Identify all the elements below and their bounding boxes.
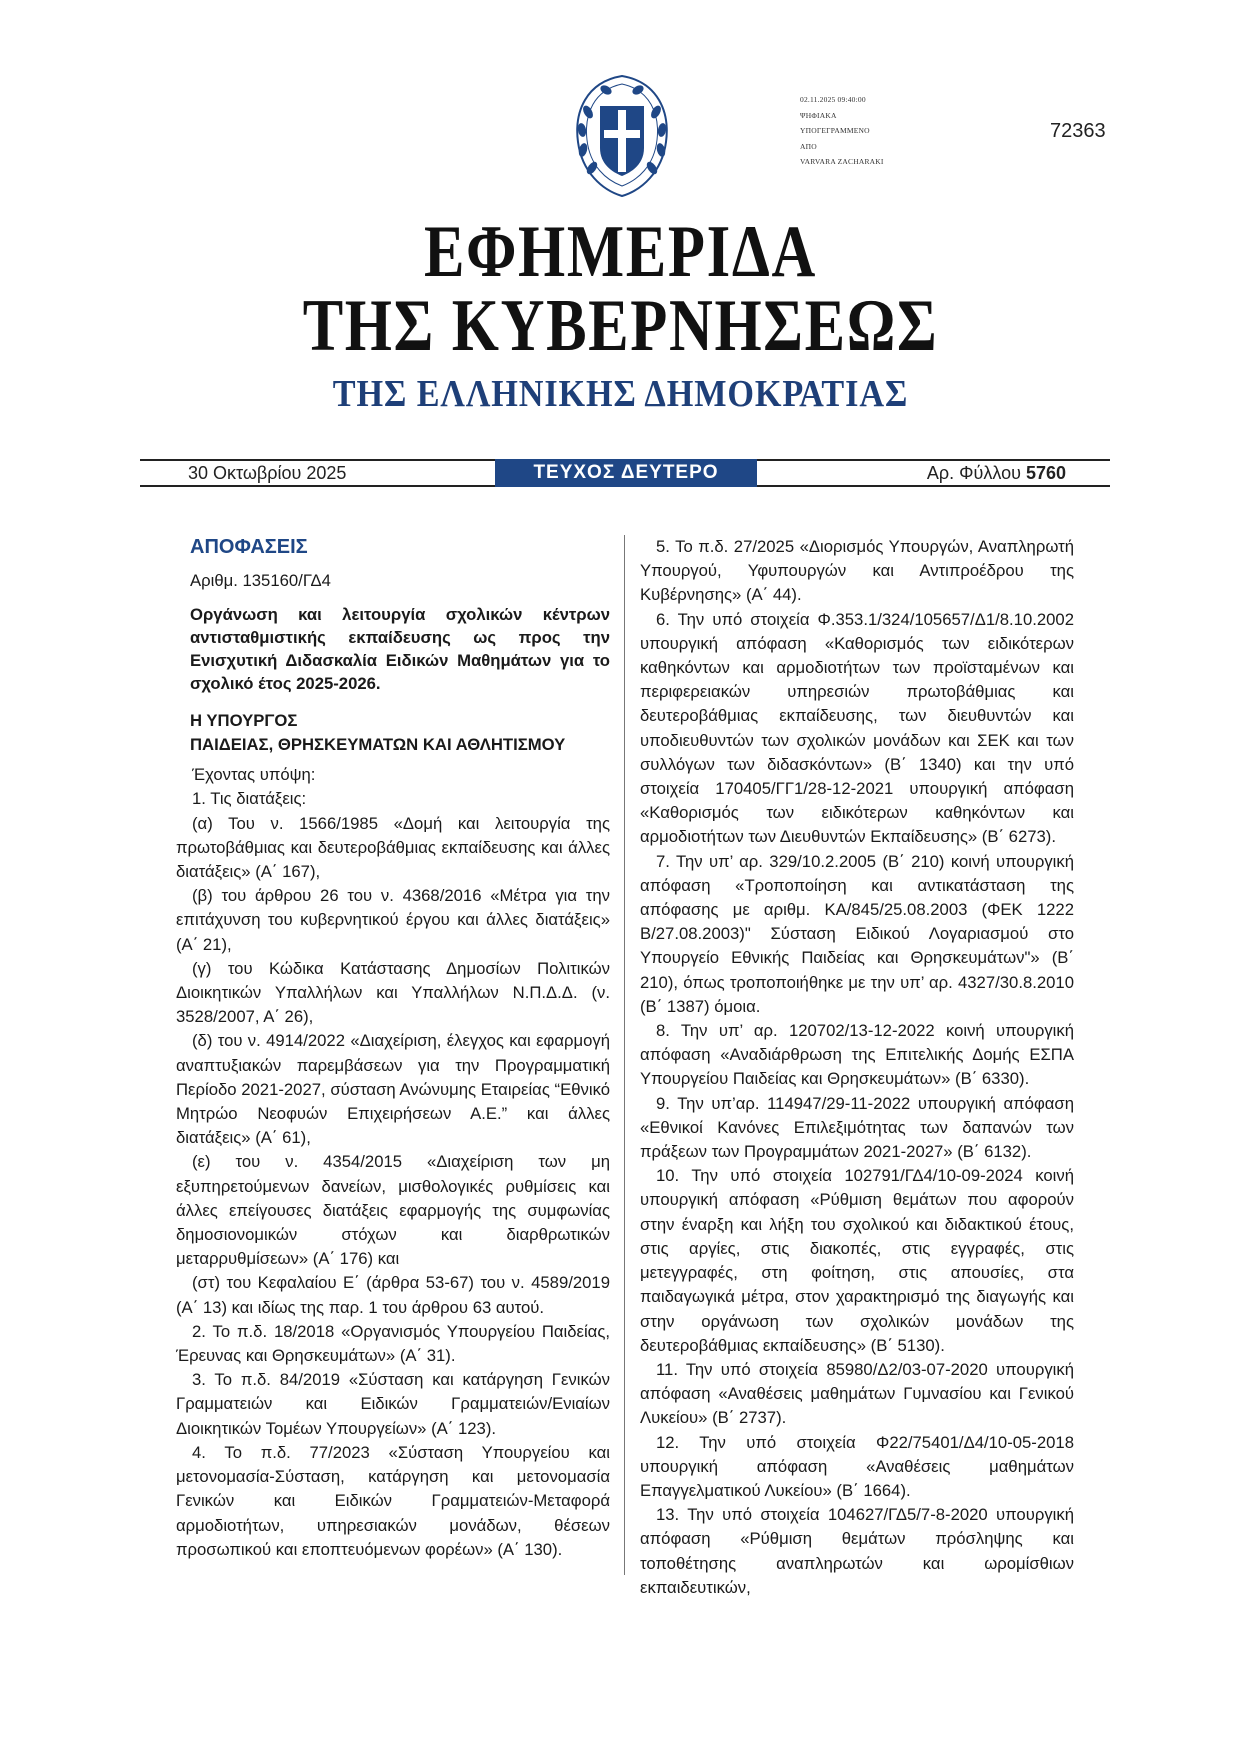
section-heading: ΑΠΟΦΑΣΕΙΣ: [190, 536, 308, 558]
issue-bar: [140, 459, 1110, 487]
signature-line: ΥΠΟΓΕΓΡΑΜΜΕΝΟ: [800, 126, 870, 135]
paragraph: 7. Την υπ’ αρ. 329/10.2.2005 (Β΄ 210) κοινή υπουργική απόφαση «Τροποποίηση και αντικατάσταση της απόφασης με αριθμ. ΚΑ/845/25.08.2003 (ΦΕΚ 1222 Β/27.08.2003)" Σύσταση Ειδικού Λογαριασμού στο Υπουργείο Εθνικής Παιδείας και Θρησκευμάτων"» (Β΄ 210), όπως τροποποιήθηκε με την υπ’ αρ. 4327/30.8.2010 (Β΄ 1387) όμοια.: [640, 851, 1074, 1016]
page-number: 72363: [1050, 120, 1106, 142]
paragraph: 4. Το π.δ. 77/2023 «Σύσταση Υπουργείου και μετονομασία-Σύσταση, κατάργηση και μετονομασία Γενικών και Ειδικών Γραμματειών-Μεταφορά αρμοδιοτήτων, υπηρεσιακών μονάδων, θέσεων προσωπικού και εποπτευόμενων φορέων» (Α΄ 130).: [176, 1442, 610, 1559]
minister-line: ΠΑΙΔΕΙΑΣ, ΘΡΗΣΚΕΥΜΑΤΩΝ ΚΑΙ ΑΘΛΗΤΙΣΜΟΥ: [190, 735, 566, 755]
paragraph: 11. Την υπό στοιχεία 85980/Δ2/03-07-2020 υπουργική απόφαση «Αναθέσεις μαθημάτων Γυμνασίου και Γενικού Λυκείου» (Β΄ 2737).: [640, 1359, 1074, 1428]
sheet-value: 5760: [1025, 463, 1066, 483]
decision-number: Αριθμ. 135160/ΓΔ4: [190, 571, 331, 590]
gazette-subtitle: ΤΗΣ ΕΛΛΗΝΙΚΗΣ ΔΗΜΟΚΡΑΤΙΑΣ: [332, 373, 909, 415]
minister-heading: [190, 709, 610, 757]
paragraph: Έχοντας υπόψη:: [192, 765, 316, 785]
sheet-number: [927, 463, 1066, 484]
paragraph: (γ) του Κώδικα Κατάστασης Δημοσίων Πολιτικών Διοικητικών Υπαλλήλων και Υπαλλήλων Ν.Π.Δ.Δ. (ν. 3528/2007, Α΄ 26),: [176, 958, 610, 1027]
sheet-label: Αρ. Φύλλου: [926, 463, 1021, 483]
paragraph: (δ) του ν. 4914/2022 «Διαχείριση, έλεγχος και εφαρμογή αναπτυξιακών παρεμβάσεων για την Προγραμματική Περίοδο 2021-2027, σύσταση Ανώνυμης Εταιρείας “Εθνικό Μητρώο Νεοφυών Επιχειρήσεων Α.Ε.” και άλλες διατάξεις» (Α΄ 61),: [176, 1031, 610, 1148]
minister-line: Η ΥΠΟΥΡΓΟΣ: [190, 711, 298, 731]
paragraph: 10. Την υπό στοιχεία 102791/ΓΔ4/10-09-2024 κοινή υπουργική απόφαση «Ρύθμιση θεμάτων που αφορούν στην έναρξη και λήξη του σχολικού και διδακτικού έτους, στις αργίες, στις διακοπές, στις εγγραφές, στις μετεγγραφές, στη φοίτηση, στις απουσίες, στα παιδαγωγικά μέτρα, στον χαρακτηρισμό της διαγωγής και στην οργάνωση των σχολικών μονάδων της δευτεροβάθμιας εκπαίδευσης» (Β΄ 5130).: [640, 1166, 1074, 1355]
decision-subject: Οργάνωση και λειτουργία σχολικών κέντρων αντισταθμιστικής εκπαίδευσης ως προς την Ενισχυτική Διδασκαλία Ειδικών Μαθημάτων για το σχολικό έτος 2025-2026.: [190, 605, 610, 694]
left-column: [176, 535, 610, 1562]
paragraph: 6. Την υπό στοιχεία Φ.353.1/324/105657/Δ1/8.10.2002 υπουργική απόφαση «Καθορισμός των ειδικότερων καθηκόντων και αρμοδιοτήτων των προϊσταμένων και περιφερειακών υπηρεσιών πρωτοβάθμιας και δευτεροβάθμιας εκπαίδευσης, των διευθυντών και υποδιευθυντών των σχολικών μονάδων και ΣΕΚ και των συλλόγων των διδασκόντων» (Β΄ 1340) και την υπό στοιχεία 170405/ΓΓ1/28-12-2021 υπουργική απόφαση «Καθορισμός των ειδικότερων καθηκόντων και αρμοδιοτήτων των Διευθυντών Εκπαίδευσης» (Β΄ 6273).: [640, 609, 1074, 847]
digital-signature-stamp: [800, 92, 930, 170]
column-divider: [624, 535, 625, 1575]
gazette-title-line2: ΤΗΣ ΚΥΒΕΡΝΗΣΕΩΣ: [302, 285, 939, 367]
paragraph: (α) Του ν. 1566/1985 «Δομή και λειτουργία της πρωτοβάθμιας και δευτεροβάθμιας εκπαίδευσης και άλλες διατάξεις» (Α΄ 167),: [176, 813, 610, 882]
paragraph: 8. Την υπ’ αρ. 120702/13-12-2022 κοινή υπουργική απόφαση «Αναδιάρθρωση της Επιτελικής Δομής ΕΣΠΑ Υπουργείου Παιδείας και Θρησκευμάτων» (Β΄ 6330).: [640, 1021, 1074, 1089]
paragraph: 3. Το π.δ. 84/2019 «Σύσταση και κατάργηση Γενικών Γραμματειών και Ειδικών Γραμματειών/Ενιαίων Διοικητικών Τομέων Υπουργείων» (Α΄ 123).: [176, 1370, 610, 1438]
paragraph: 1. Τις διατάξεις:: [192, 789, 307, 809]
right-column: [640, 535, 1074, 1600]
paragraph: (β) του άρθρου 26 του ν. 4368/2016 «Μέτρα για την επιτάχυνση του κυβερνητικού έργου και άλλες διατάξεις» (Α΄ 21),: [176, 886, 610, 954]
issue-date: 30 Οκτωβρίου 2025: [188, 463, 347, 483]
paragraph: 5. Το π.δ. 27/2025 «Διορισμός Υπουργών, Αναπληρωτή Υπουργού, Υφυπουργών και Αντιπροέδρου της Κυβέρνησης» (Α΄ 44).: [640, 537, 1074, 605]
paragraph: 13. Την υπό στοιχεία 104627/ΓΔ5/7-8-2020 υπουργική απόφαση «Ρύθμιση θεμάτων πρόσληψης και τοποθέτησης αναπληρωτών και ωρομίσθιων εκπαιδευτικών,: [640, 1505, 1074, 1597]
paragraph: 12. Την υπό στοιχεία Φ22/75401/Δ4/10-05-2018 υπουργική απόφαση «Αναθέσεις μαθημάτων Επαγγελματικού Λυκείου» (Β΄ 1664).: [640, 1432, 1074, 1500]
greek-coat-of-arms-icon: [566, 72, 678, 200]
paragraph: 9. Την υπ’αρ. 114947/29-11-2022 υπουργική απόφαση «Εθνικοί Κανόνες Επιλεξιμότητας των δαπανών των πράξεων των Προγραμμάτων 2021-2027» (Β΄ 6132).: [640, 1093, 1074, 1162]
signature-line: ΨΗΦΙΑΚΑ: [800, 110, 837, 120]
signature-line: VARVARA ZACHARAKI: [800, 157, 884, 166]
signature-line: 02.11.2025 09:40:00: [800, 95, 866, 104]
paragraph: (στ) του Κεφαλαίου Ε΄ (άρθρα 53-67) του ν. 4589/2019 (Α΄ 13) και ιδίως της παρ. 1 του άρθρου 63 αυτού.: [176, 1273, 610, 1317]
signature-line: ΑΠΟ: [800, 141, 817, 151]
gazette-title-line1: ΕΦΗΜΕΡΙΔΑ: [423, 211, 818, 293]
paragraph: (ε) του ν. 4354/2015 «Διαχείριση των μη εξυπηρετούμενων δανείων, μισθολογικές ρυθμίσεις και άλλες επείγουσες διατάξεις εφαρμογής της συμφωνίας δημοσιονομικών στόχων και διαρθρωτικών μεταρρυθμίσεων» (Α΄ 176) και: [176, 1152, 610, 1269]
paragraph: 2. Το π.δ. 18/2018 «Οργανισμός Υπουργείου Παιδείας, Έρευνας και Θρησκευμάτων» (Α΄ 31).: [176, 1321, 610, 1366]
issue-series: ΤΕΥΧΟΣ ΔΕΥΤΕΡΟ: [495, 459, 757, 487]
